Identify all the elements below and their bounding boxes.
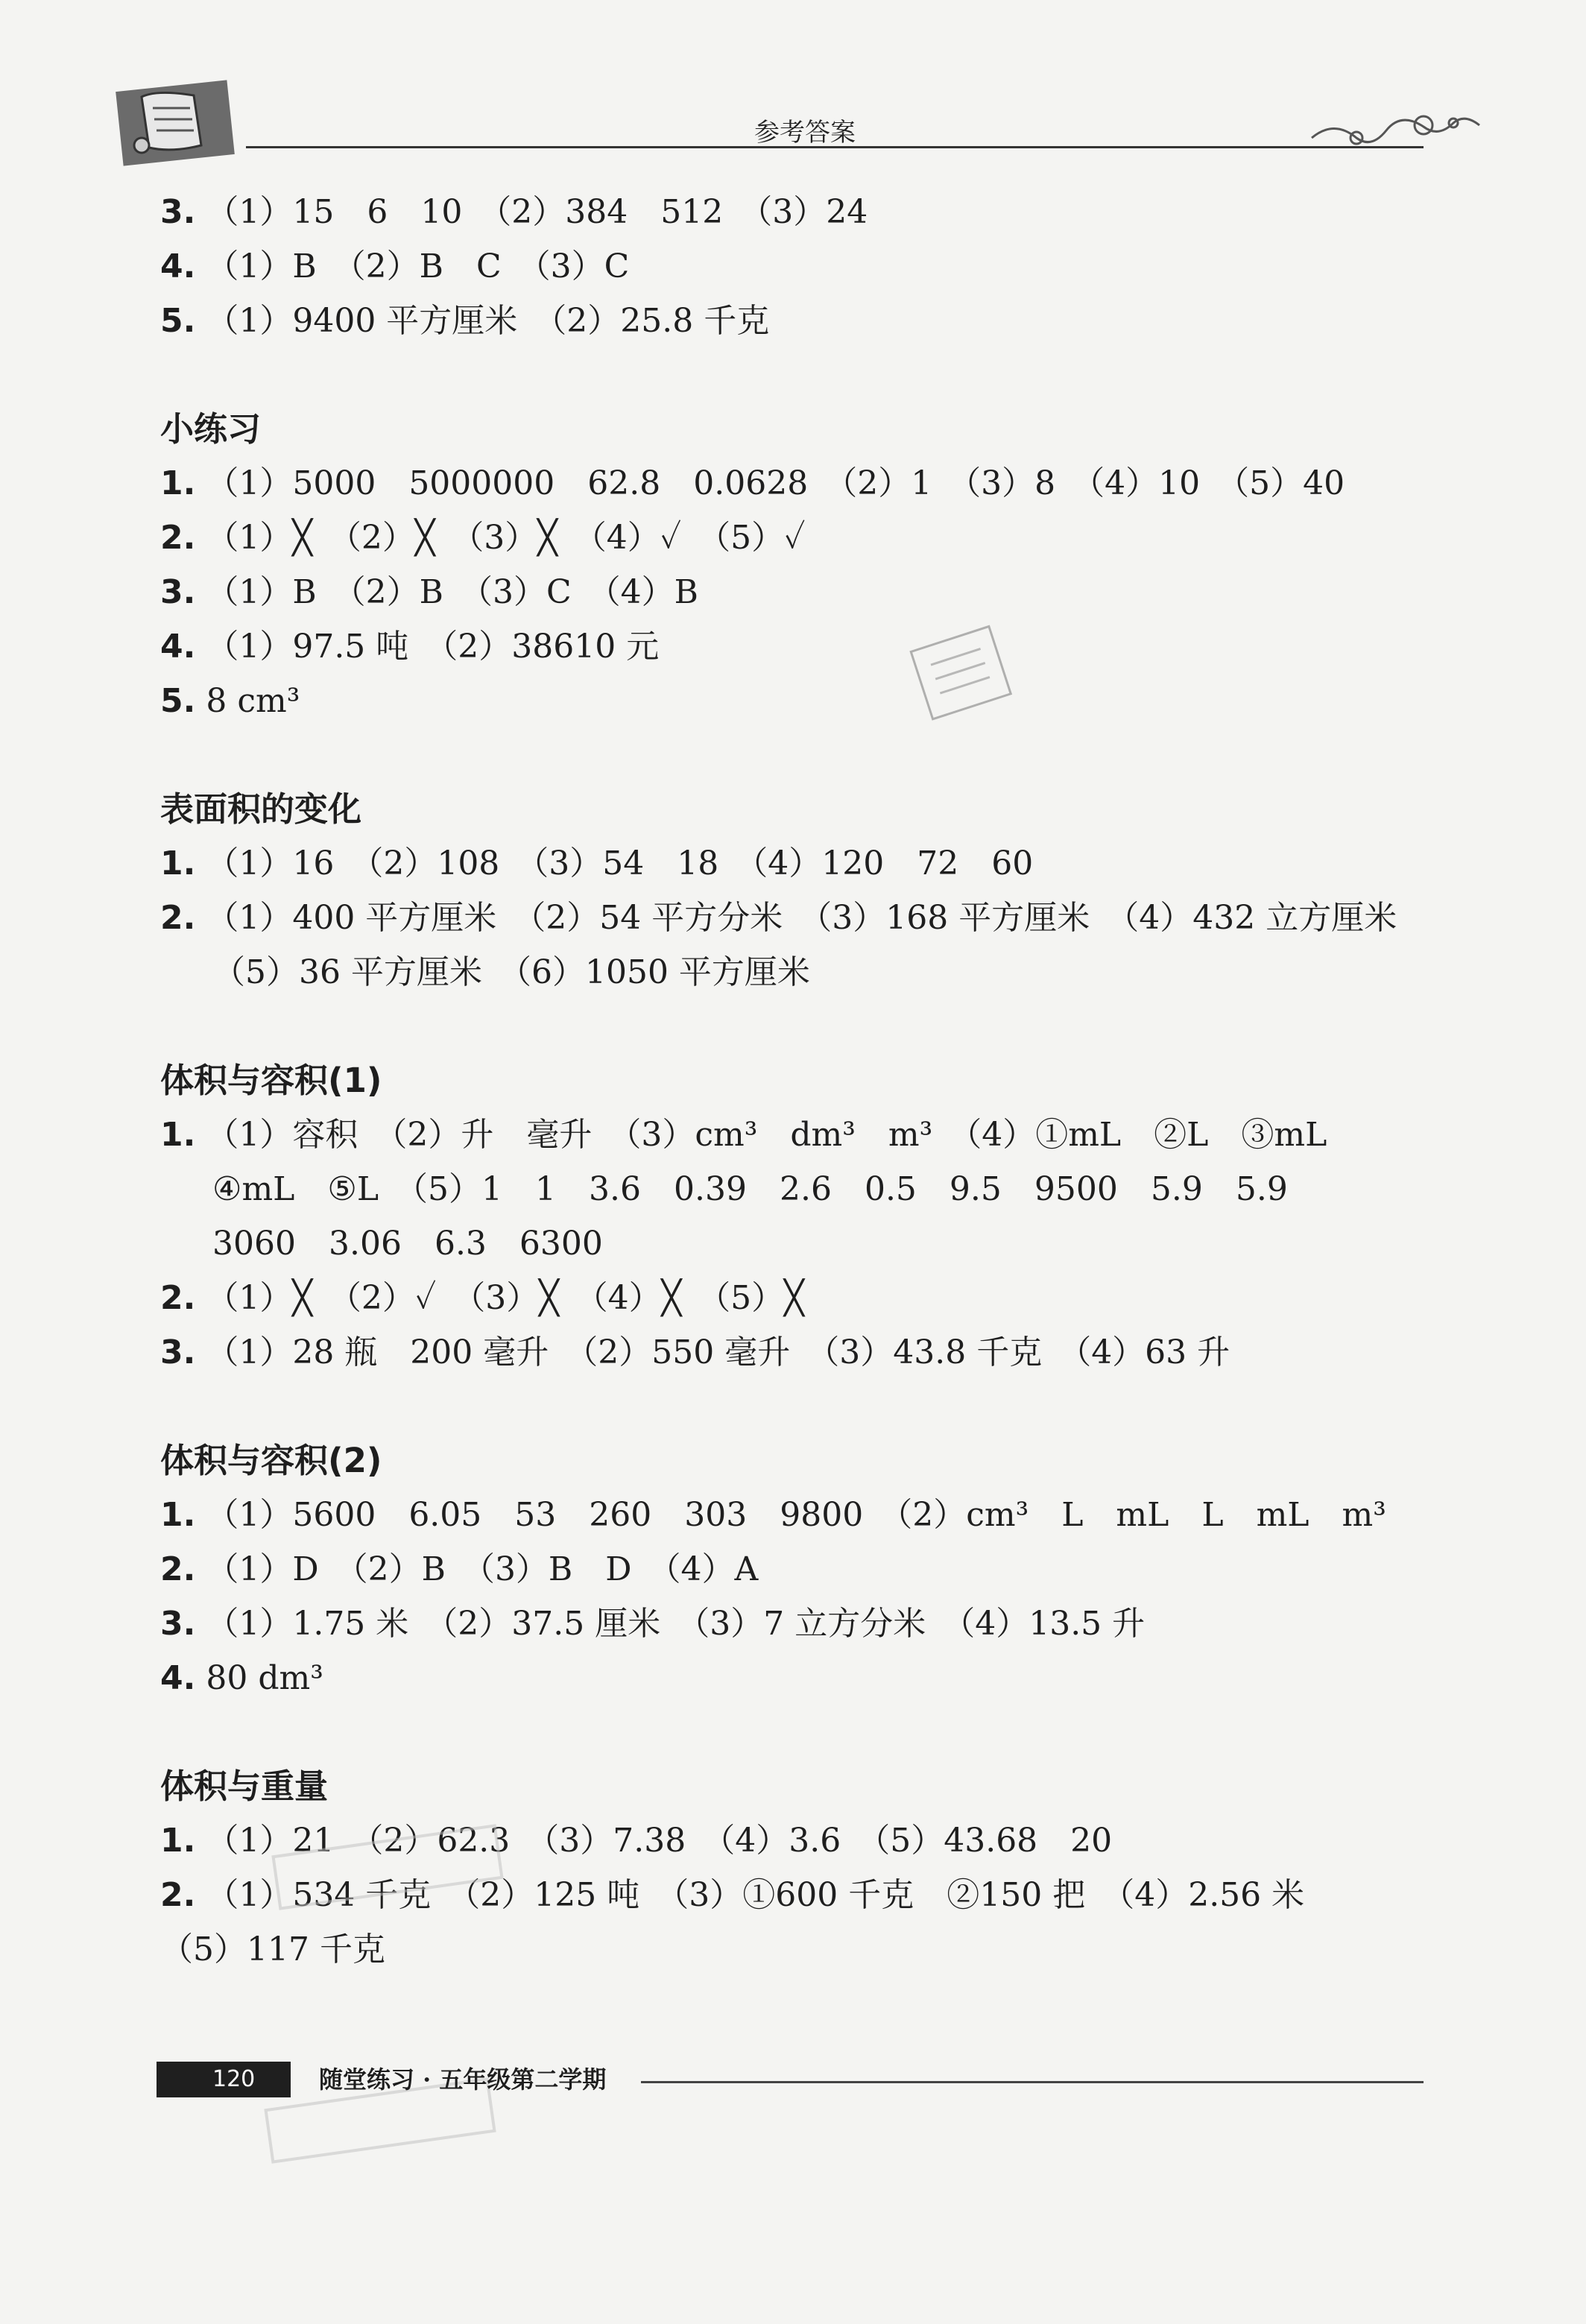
answer-text: （1）5000 5000000 62.8 0.0628 （2）1 （3）8 （4）10 （5）40 bbox=[206, 464, 1345, 502]
answer-line bbox=[160, 1542, 1472, 1597]
answer-line bbox=[160, 1597, 1472, 1651]
answer-text: 80 dm³ bbox=[206, 1659, 323, 1697]
question-number: 2. bbox=[160, 1876, 196, 1914]
answer-text: （1）1.75 米 （2）37.5 厘米 （3）7 立方分米 （4）13.5 升 bbox=[206, 1605, 1146, 1643]
answer-text: （1）97.5 吨 （2）38610 元 bbox=[206, 628, 660, 666]
question-number: 5. bbox=[160, 682, 196, 720]
question-number: 5. bbox=[160, 302, 196, 340]
question-number: 2. bbox=[160, 519, 196, 557]
answer-line bbox=[160, 1325, 1472, 1380]
section-title: 体积与重量 bbox=[160, 1766, 329, 1806]
question-number: 1. bbox=[160, 464, 196, 502]
question-number: 3. bbox=[160, 1605, 196, 1643]
question-number: 1. bbox=[160, 1822, 196, 1860]
answer-text: （1）28 瓶 200 毫升 （2）550 毫升 （3）43.8 千克 （4）63 升 bbox=[206, 1333, 1230, 1371]
answer-line-continued bbox=[160, 1162, 1472, 1216]
answer-text: （1）400 平方厘米 （2）54 平方分米 （3）168 平方厘米 （4）432 立方厘米 bbox=[206, 899, 1397, 937]
answer-text: 3060 3.06 6.3 6300 bbox=[212, 1225, 603, 1263]
answer-text: （1）534 千克 （2）125 吨 （3）①600 千克 ②150 把 （4）2.56 米 bbox=[206, 1876, 1305, 1914]
answer-text: （1）9400 平方厘米 （2）25.8 千克 bbox=[206, 302, 770, 340]
answer-line bbox=[160, 1108, 1472, 1162]
question-number: 4. bbox=[160, 628, 196, 666]
answer-section bbox=[160, 1433, 1472, 1705]
question-number: 1. bbox=[160, 1496, 196, 1534]
answer-line bbox=[160, 619, 1472, 674]
answer-text: （1）5600 6.05 53 260 303 9800 （2）cm³ L mL L mL m³ bbox=[206, 1496, 1386, 1534]
book-title: 随堂练习 · 五年级第二学期 bbox=[319, 2065, 607, 2094]
answer-line bbox=[160, 1651, 1472, 1705]
answer-section bbox=[160, 185, 1472, 348]
scroll-logo-icon bbox=[112, 75, 238, 171]
question-number: 2. bbox=[160, 1279, 196, 1317]
answer-text: （1）D （2）B （3）B D （4）A bbox=[206, 1550, 759, 1588]
answer-line bbox=[160, 836, 1472, 891]
answer-text: ④mL ⑤L （5）1 1 3.6 0.39 2.6 0.5 9.5 9500 5.9 5.9 bbox=[212, 1170, 1288, 1208]
page-number: 120 bbox=[157, 2062, 291, 2097]
stamp-watermark-icon bbox=[902, 622, 1021, 727]
answer-text: （5）36 平方厘米 （6）1050 平方厘米 bbox=[212, 953, 810, 991]
question-number: 3. bbox=[160, 193, 196, 231]
answer-section bbox=[160, 402, 1472, 728]
question-number: 1. bbox=[160, 1116, 196, 1154]
footer-divider bbox=[641, 2081, 1424, 2083]
header-divider bbox=[246, 146, 1424, 148]
answer-line bbox=[160, 1271, 1472, 1325]
question-number: 1. bbox=[160, 844, 196, 882]
section-title: 体积与容积(1) bbox=[160, 1061, 382, 1100]
page-header-title: 参考答案 bbox=[754, 118, 856, 148]
section-title: 体积与容积(2) bbox=[160, 1441, 382, 1480]
answer-text: （1）B （2）B C （3）C bbox=[206, 247, 630, 285]
answer-section bbox=[160, 782, 1472, 1000]
answer-line bbox=[160, 456, 1472, 511]
answer-text: （5）117 千克 bbox=[160, 1930, 385, 1968]
question-number: 4. bbox=[160, 247, 196, 285]
question-number: 4. bbox=[160, 1659, 196, 1697]
answer-content bbox=[160, 185, 1472, 1977]
answer-line bbox=[160, 511, 1472, 565]
question-number: 3. bbox=[160, 1333, 196, 1371]
answer-text: （1）21 （2）62.3 （3）7.38 （4）3.6 （5）43.68 20 bbox=[206, 1822, 1113, 1860]
section-title: 小练习 bbox=[160, 409, 262, 449]
answer-line-continued bbox=[160, 1922, 1472, 1977]
answer-text: （1）B （2）B （3）C （4）B bbox=[206, 573, 698, 611]
answer-line-continued bbox=[160, 1216, 1472, 1271]
answer-section bbox=[160, 1053, 1472, 1380]
answer-text: （1）╳ （2）╳ （3）╳ （4）✓ （5）✓ bbox=[206, 519, 806, 557]
answer-line bbox=[160, 674, 1472, 728]
answer-text: （1）15 6 10 （2）384 512 （3）24 bbox=[206, 193, 868, 231]
answer-text: （1）16 （2）108 （3）54 18 （4）120 72 60 bbox=[206, 844, 1034, 882]
section-title: 表面积的变化 bbox=[160, 789, 362, 829]
answer-line bbox=[160, 294, 1472, 348]
question-number: 3. bbox=[160, 573, 196, 611]
answer-line bbox=[160, 185, 1472, 239]
answer-line-continued bbox=[160, 945, 1472, 1000]
answer-text: （1）容积 （2）升 毫升 （3）cm³ dm³ m³ （4）①mL ②L ③mL bbox=[206, 1116, 1327, 1154]
flourish-ornament-icon bbox=[1304, 97, 1483, 157]
answer-text: （1）╳ （2）✓ （3）╳ （4）╳ （5）╳ bbox=[206, 1279, 804, 1317]
question-number: 2. bbox=[160, 899, 196, 937]
answer-line bbox=[160, 891, 1472, 945]
answer-line bbox=[160, 1488, 1472, 1542]
answer-text: 8 cm³ bbox=[206, 682, 300, 720]
question-number: 2. bbox=[160, 1550, 196, 1588]
answer-line bbox=[160, 239, 1472, 294]
answer-line bbox=[160, 565, 1472, 619]
